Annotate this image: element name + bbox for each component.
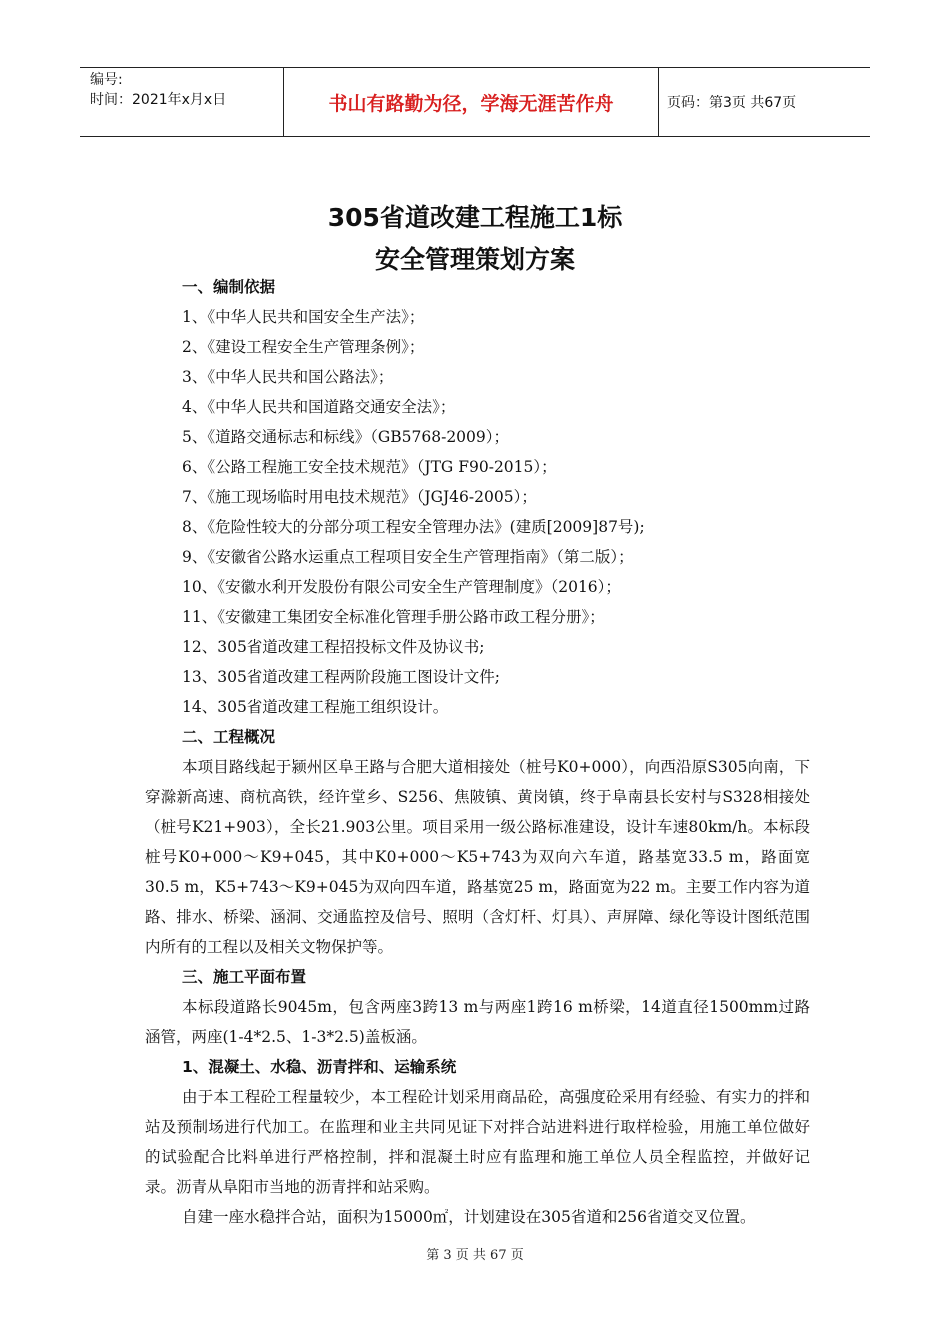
reference-item: 13、305省道改建工程两阶段施工图设计文件; bbox=[182, 668, 501, 686]
reference-item: 8、《危险性较大的分部分项工程安全管理办法》(建质[2009]87号); bbox=[182, 518, 645, 536]
reference-item: 10、《安徽水利开发股份有限公司安全生产管理制度》（2016）； bbox=[182, 578, 621, 596]
reference-item: 7、《施工现场临时用电技术规范》（JGJ46-2005）； bbox=[182, 488, 537, 506]
reference-item: 1、《中华人民共和国安全生产法》； bbox=[182, 308, 425, 326]
mixing-paragraph-1: 由于本工程砼工程量较少，本工程砼计划采用商品砼，高强度砼采用有经验、有实力的拌和站及预制场进行代加工。在监理和业主共同见证下对拌合站进料进行取样检验，用施工单位做好的试验配合比料单进行严格控制，拌和混凝土时应有监理和施工单位人员全程监控，并做好记录。沥青从阜阳市当地的沥青拌和站采购。 bbox=[145, 1088, 810, 1196]
reference-item: 12、305省道改建工程招投标文件及协议书; bbox=[182, 638, 485, 656]
page-header bbox=[80, 67, 870, 137]
reference-item: 6、《公路工程施工安全技术规范》（JTG F90-2015）； bbox=[182, 458, 557, 476]
layout-paragraph: 本标段道路长9045m，包含两座3跨13 m与两座1跨16 m桥梁，14道直径1500mm过路涵管，两座(1-4*2.5、1-3*2.5)盖板涵。 bbox=[145, 998, 810, 1046]
document-body bbox=[145, 272, 810, 1232]
document-title-line1: 305省道改建工程施工1标 bbox=[327, 203, 623, 232]
reference-item: 14、305省道改建工程施工组织设计。 bbox=[182, 698, 449, 716]
document-title-line2: 安全管理策划方案 bbox=[374, 245, 575, 274]
page-footer: 第 3 页 共 67 页 bbox=[426, 1248, 524, 1263]
reference-item: 3、《中华人民共和国公路法》； bbox=[182, 368, 394, 386]
subsection-heading-mixing: 1、混凝土、水稳、沥青拌和、运输系统 bbox=[182, 1058, 457, 1076]
section-heading-overview: 二、工程概况 bbox=[182, 728, 276, 746]
reference-item: 2、《建设工程安全生产管理条例》； bbox=[182, 338, 425, 356]
header-page-info: 页码：第3页 共67页 bbox=[667, 95, 797, 111]
mixing-paragraph-2: 自建一座水稳拌合站，面积为15000㎡，计划建设在305省道和256省道交叉位置。 bbox=[182, 1208, 756, 1226]
overview-paragraph: 本项目路线起于颍州区阜王路与合肥大道相接处（桩号K0+000），向西沿原S305向南，下穿滁新高速、商杭高铁，经许堂乡、S256、焦陂镇、黄岗镇，终于阜南县长安村与S328相接处（桩号K21+903），全长21.903公里。项目采用一级公路标准建设，设计车速80km/h。本标段桩号K0+000～K9+045，其中K0+000～K5+743为双向六车道，路基宽33.5 m，路面宽30.5 m，K5+743～K9+045为双向四车道，路基宽25 m，路面宽为22 m。主要工作内容为道路、排水、桥梁、涵洞、交通监控及信号、照明（含灯杆、灯具）、声屏障、绿化等设计图纸范围内所有的工程以及相关文物保护等。 bbox=[145, 758, 810, 956]
code-label: 编号: bbox=[90, 72, 123, 88]
motto: 书山有路勤为径，学海无涯苦作舟 bbox=[283, 68, 659, 136]
reference-item: 5、《道路交通标志和标线》（GB5768-2009）； bbox=[182, 428, 510, 446]
section-heading-basis: 一、编制依据 bbox=[182, 278, 276, 296]
reference-item: 11、《安徽建工集团安全标准化管理手册公路市政工程分册》； bbox=[182, 608, 605, 626]
header-left-cell bbox=[80, 68, 283, 136]
time-label: 时间：2021年x月x日 bbox=[90, 92, 227, 108]
section-heading-layout: 三、施工平面布置 bbox=[182, 968, 307, 986]
reference-item: 9、《安徽省公路水运重点工程项目安全生产管理指南》（第二版）； bbox=[182, 548, 634, 566]
reference-item: 4、《中华人民共和国道路交通安全法》； bbox=[182, 398, 456, 416]
